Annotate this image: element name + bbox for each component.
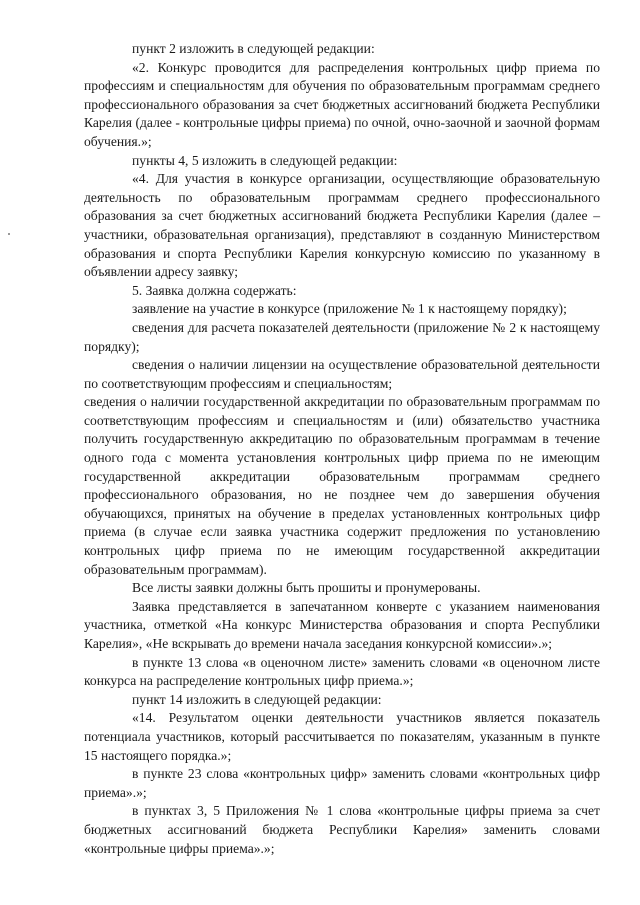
paragraph: «2. Конкурс проводится для распределения контрольных цифр приема по профессиям и специальностям для обучения по образовательным программам среднего профессионального образования за счет бюджетных ассигнований бюджета Республики Карелия (далее - контрольные цифры приема) по очной, очно-заочной и заочной формам обучения.»; [84,59,600,149]
paragraph: «4. Для участия в конкурсе организации, осуществляющие образовательную деятельность по образовательным программам среднего профессионального образования за счет бюджетных ассигнований бюджета Республики Карелия (далее – участники, образовательная организация), представляют в созданную Министерством образования и спорта Республики Карелия конкурсную комиссию по указанному в объявлении адресу заявку; [84,171,600,280]
paragraph: Все листы заявки должны быть прошиты и пронумерованы. [132,580,481,596]
paragraph: «14. Результатом оценки деятельности участников является показатель потенциала участников, который рассчитывается по показателям, указанным в пункте 15 настоящего порядка.»; [84,710,600,763]
paragraph: пункты 4, 5 изложить в следующей редакции: [132,152,398,168]
paragraph: в пункте 13 слова «в оценочном листе» заменить словами «в оценочном листе конкурса на распределение контрольных цифр приема.»; [84,654,600,689]
paragraph: в пункте 23 слова «контрольных цифр» заменить словами «контрольных цифр приема».»; [84,766,600,800]
paragraph: пункт 14 изложить в следующей редакции: [132,691,382,707]
scan-speck [8,233,10,235]
paragraph: Заявка представляется в запечатанном конверте с указанием наименования участника, отметкой «На конкурс Министерства образования и спорта Республики Карелия», «Не вскрывать до времени начала заседания конкурсной комиссии».»; [84,598,600,651]
paragraph: сведения о наличии государственной аккредитации по образовательным программам по соответствующим профессиям и специальностям и (или) обязательство участника получить государственную аккредитацию по образовательным программам в течение одного года с момента установления контрольных цифр приема по не имеющим государственной аккредитации образовательным программам среднего профессионального образования, но не позднее чем до завершения обучения обучающихся, принятых на обучение в пределах установленных контрольных цифр приема (в случае если заявка участника содержит предложения по установлению контрольных цифр приема по не имеющим государственной аккредитации образовательным программам). [84,394,600,577]
paragraph: сведения о наличии лицензии на осуществление образовательной деятельности по соответствующим профессиям и специальностям; [84,357,600,391]
paragraph: 5. Заявка должна содержать: [132,282,297,298]
paragraph: сведения для расчета показателей деятельности (приложение № 2 к настоящему порядку); [84,319,600,354]
paragraph: заявление на участие в конкурсе (приложение № 1 к настоящему порядку); [132,301,567,317]
paragraph: пункт 2 изложить в следующей редакции: [132,41,375,56]
paragraph: в пунктах 3, 5 Приложения № 1 слова «контрольные цифры приема за счет бюджетных ассигнований бюджета Республики Карелия» заменить словами «контрольные цифры приема».»; [84,803,600,856]
document-page [84,40,600,858]
